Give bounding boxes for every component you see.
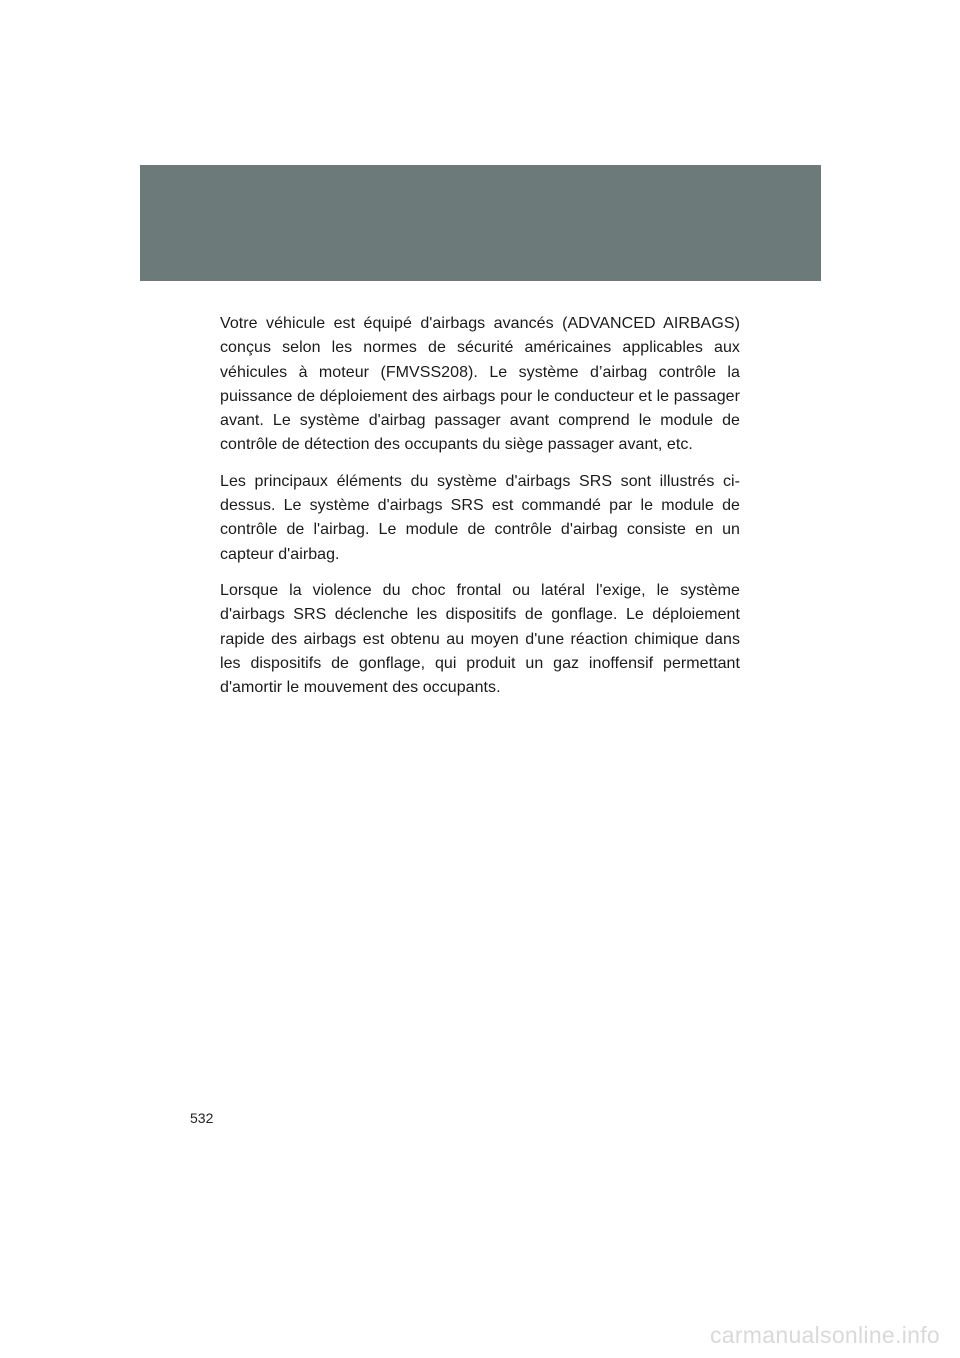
paragraph-srs-components: Les principaux éléments du système d'airbags SRS sont illustrés ci-dessus. Le système d'airbags SRS est commandé par le module de contrôle de l'airbag. Le module de contrôle d'airbag consiste en un capteur d'airbag. xyxy=(220,472,740,563)
watermark: carmanualsonline.info xyxy=(709,1322,940,1348)
paragraph-inflation: Lorsque la violence du choc frontal ou latéral l'exige, le système d'airbags SRS déclenche les dispositifs de gonflage. Le déploiement rapide des airbags est obtenu au moyen d'une réaction chimique dans les dispositifs de gonflage, qui produit un gaz inoffensif permettant d'amortir le mouvement des occupants. xyxy=(220,581,740,697)
paragraph-advanced-airbags: Votre véhicule est équipé d'airbags avancés (ADVANCED AIRBAGS) conçus selon les normes de sécurité américaines applicables aux véhicules à moteur (FMVSS208). Le système d’airbag contrôle la puissance de déploiement des airbags pour le conducteur et le passager avant. Le système d'airbag passager avant comprend le module de contrôle de détection des occupants du siège passager avant, etc. xyxy=(220,315,740,454)
page-number: 532 xyxy=(190,1110,214,1126)
body-text xyxy=(220,312,740,712)
header-band xyxy=(140,165,821,281)
